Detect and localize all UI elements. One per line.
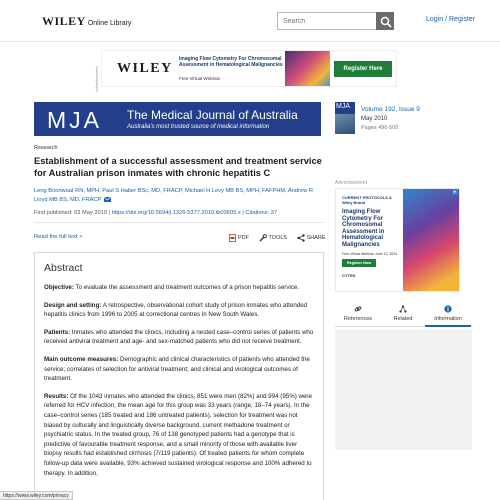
search-box xyxy=(277,12,394,30)
tools-label: TOOLS xyxy=(268,235,288,241)
tab-label: Information xyxy=(434,316,462,322)
right-ad-title: Imaging Flow Cytometry For Chromosomal Assessment in Hematological Malignancies xyxy=(342,209,385,248)
right-ad-register-button[interactable]: Register Now xyxy=(342,259,376,267)
abstract-results xyxy=(44,392,314,478)
abstract-patients xyxy=(44,328,314,347)
first-published: First published: 03 May 2010 xyxy=(34,210,108,216)
pdf-label: PDF xyxy=(238,235,249,241)
article-type: Research xyxy=(34,145,58,151)
share-button[interactable] xyxy=(297,234,326,242)
journal-name: The Medical Journal of Australia xyxy=(127,108,298,122)
tools-button[interactable] xyxy=(259,234,288,242)
section-text: Demographic and clinical characteristics of patients who attended the service; correlates of selection for antiviral treatment; and clinical and virological outcomes of treatment. xyxy=(44,355,310,383)
section-text: A retrospective, observational cohort study of prison inmates who attended hepatitis clinics from 1996 to 2005 at correctional centres in New South Wales. xyxy=(44,301,308,319)
right-ad-free: Free Virtual Webinar June 12, 2024 xyxy=(342,252,398,256)
right-ad-artwork xyxy=(403,189,460,292)
abstract-design xyxy=(44,301,314,320)
logo-brand: WILEY xyxy=(42,14,86,28)
search-icon xyxy=(380,16,392,28)
cover-abbr: MJA xyxy=(336,103,350,110)
wrench-icon xyxy=(259,234,267,242)
wiley-online-library-logo[interactable] xyxy=(42,14,131,29)
journal-abbr: MJA xyxy=(47,107,102,133)
section-label: Objective: xyxy=(44,284,74,291)
section-text: Of the 1043 inmates who attended the clinics, 851 were men (82%) and 994 (95%) were referred for HCV infection; the mean age for this group was 33 years (range, 18–74 years). In the case–control series (185 treated and 186 untreated patients), selection for treatment was not biased by culturally and linguistically diverse background, current methadone treatment or psychiatric status. In the treated group, 76 of 138 genotyped patients had a genotype that is predictive of favourable treatment response, and a small minority of those with available liver biopsy results had established cirrhosis (7/119 patients). Of treated patients for whom complete follow-up data were available, 93% achieved sustained virological response and 100% adhered to therapy. In addition, xyxy=(44,392,312,477)
ad-subtitle: Free Virtual Webinar xyxy=(179,76,221,81)
ad-banner[interactable] xyxy=(101,50,397,87)
issue-volume-link[interactable]: Volume 192, Issue 9 xyxy=(361,106,420,113)
issue-pages: Pages 496-500 xyxy=(361,125,399,131)
right-ad-sponsor: CYTEK xyxy=(342,273,356,278)
section-label: Main outcome measures: xyxy=(44,355,119,363)
ad-title: Imaging Flow Cytometry For Chromosomal Assessment in Hematological Malignancies xyxy=(179,56,283,68)
citations-link[interactable]: Citations: 37 xyxy=(245,210,277,216)
separator: | xyxy=(108,210,112,216)
pdf-button[interactable] xyxy=(229,234,249,242)
author-list[interactable]: Leng Boonwaat RN, MPH, Paul S Haber BSc, MD, FRACP, Michael H Levy MB BS, MPH, FAFPHM, Andrew R Lloyd MB BS, MD, FRACP xyxy=(34,188,313,203)
right-ad-brand: CURRENT PROTOCOLS A Wiley Brand xyxy=(342,195,392,205)
right-ad-text xyxy=(336,189,403,292)
share-label: SHARE xyxy=(306,235,326,241)
browser-status-bar: https://www.wiley.com/privacy xyxy=(0,491,73,500)
article-title: Establishment of a successful assessment and treatment service for Australian prison inmates with chronic hepatitis C xyxy=(34,156,322,178)
publication-info xyxy=(34,210,277,216)
article-authors[interactable] xyxy=(34,187,324,205)
ad-register-button[interactable]: Register Here xyxy=(334,61,392,77)
ad-choices-icon[interactable]: ▸ xyxy=(453,189,457,195)
logo-sub: Online Library xyxy=(87,20,132,27)
search-input[interactable] xyxy=(278,13,377,29)
network-icon xyxy=(399,305,407,313)
journal-tagline: Australia's most trusted source of medical information xyxy=(127,124,270,130)
abstract-objective xyxy=(44,283,314,293)
share-icon xyxy=(297,234,305,242)
login-register-link[interactable]: Login / Register xyxy=(426,16,476,23)
pdf-icon xyxy=(229,234,236,242)
section-label: Design and setting: xyxy=(44,301,102,309)
section-text: To evaluate the assessment and treatment outcomes of a prison hepatitis service. xyxy=(73,284,300,291)
link-icon xyxy=(354,305,362,313)
email-icon[interactable] xyxy=(104,197,111,202)
separator: | xyxy=(242,210,246,216)
info-icon xyxy=(444,305,452,313)
abstract-heading: Abstract xyxy=(44,262,83,274)
information-panel xyxy=(335,330,472,450)
tab-information[interactable] xyxy=(425,301,471,327)
abstract-section xyxy=(34,252,324,500)
section-text: Inmates who attended the clinics, including a nested case–control series of patients who received antiviral treatment and age- and sex-matched patients who did not receive treatment. xyxy=(44,328,314,346)
ad-label: Advertisement xyxy=(94,66,99,92)
section-label: Patients: xyxy=(44,328,71,336)
tab-label: Related xyxy=(393,316,413,322)
section-label: Results: xyxy=(44,392,69,400)
tab-related[interactable] xyxy=(380,301,426,327)
ad-artwork xyxy=(285,51,330,87)
abstract-outcomes xyxy=(44,355,314,384)
issue-date: May 2010 xyxy=(361,116,388,122)
site-header xyxy=(0,0,500,42)
side-tabs xyxy=(335,301,472,327)
tab-references[interactable] xyxy=(335,301,381,327)
search-button[interactable] xyxy=(376,12,394,30)
cover-photo xyxy=(335,114,355,134)
ad-brand: WILEY xyxy=(117,61,173,76)
journal-banner[interactable] xyxy=(34,102,321,136)
divider xyxy=(34,222,324,223)
tab-label: References xyxy=(343,316,373,322)
doi-link[interactable]: https://doi.org/10.5694/j.1326-5377.2010.tb03605.x xyxy=(111,210,241,216)
read-full-text-link[interactable]: Read the full text > xyxy=(34,234,83,240)
right-ad-label: Advertisement xyxy=(335,180,367,186)
issue-cover[interactable] xyxy=(335,102,355,134)
article-tools xyxy=(229,234,334,244)
right-ad[interactable] xyxy=(335,188,460,292)
